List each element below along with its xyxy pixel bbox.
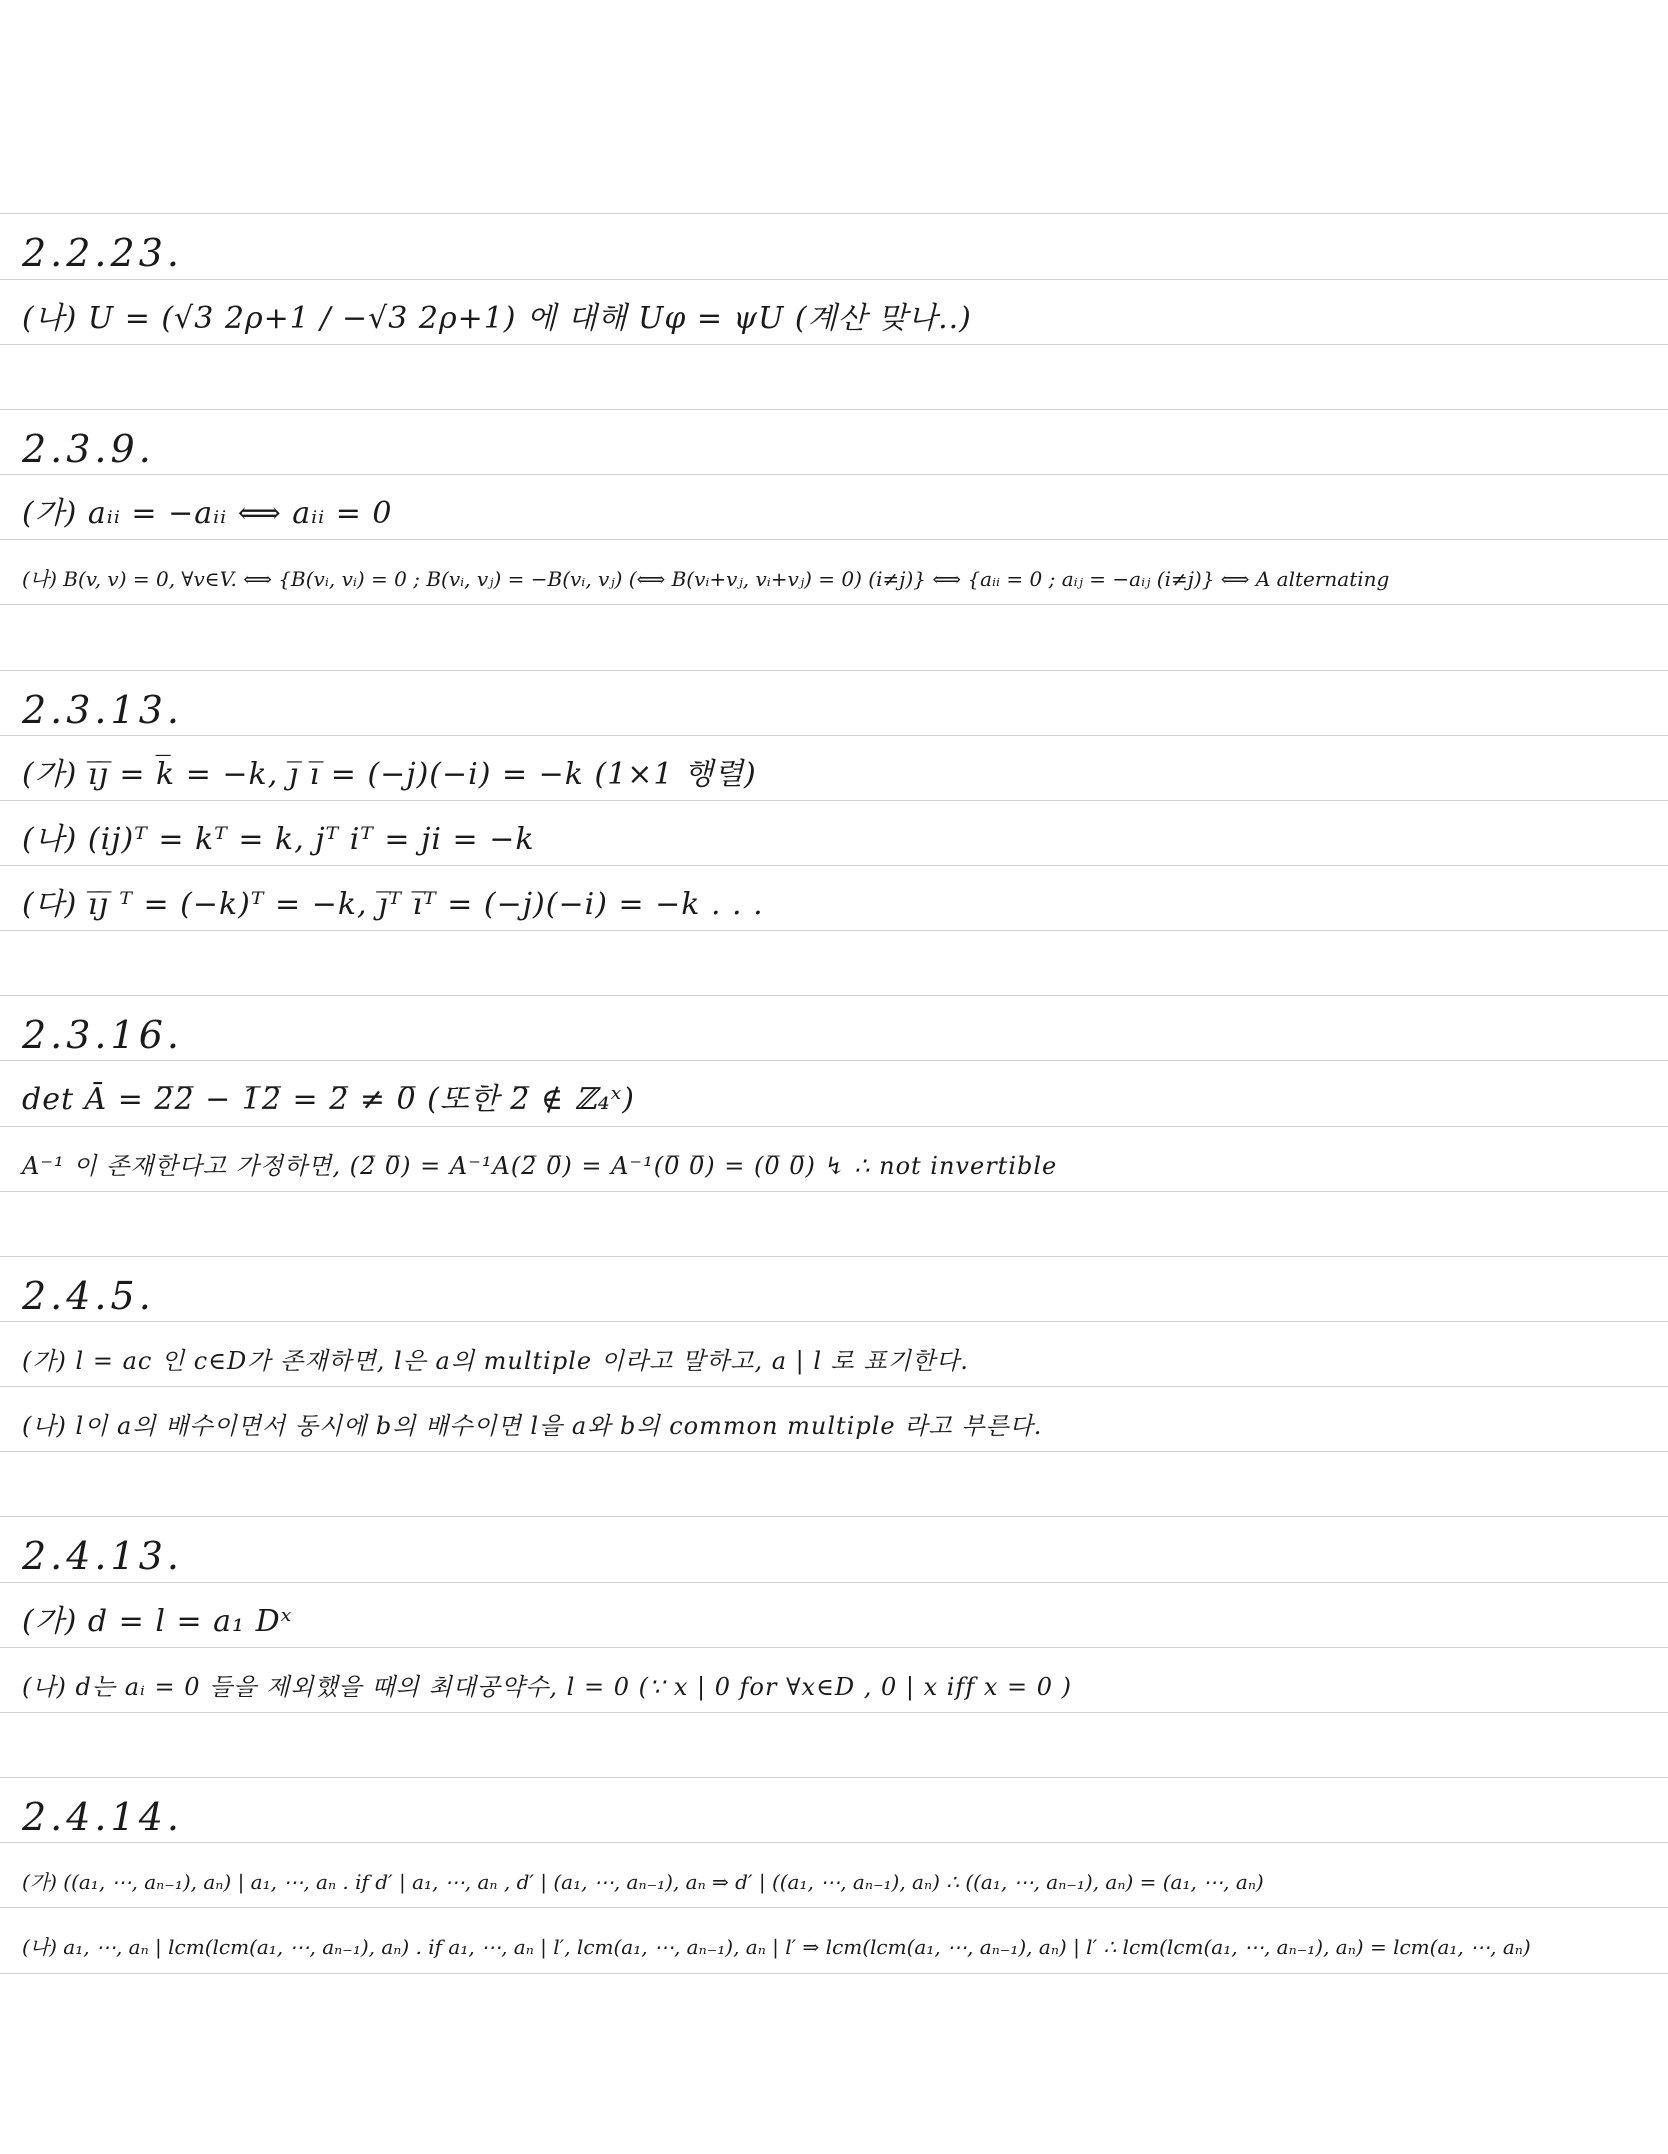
- note-line: (나) d는 aᵢ = 0 들을 제외했을 때의 최대공약수, l = 0 (∵ x | 0 for ∀x∈D , 0 | x iff x = 0 ): [22, 1673, 1072, 1701]
- rule-line: [0, 1777, 1668, 1778]
- section-number: 2.4.13.: [22, 1534, 183, 1578]
- note-line: (가) i̅j̅ = k̅ = −k, j̅ i̅ = (−j)(−i) = −k (1×1 행렬): [22, 757, 757, 792]
- note-line: (가) aᵢᵢ = −aᵢᵢ ⟺ aᵢᵢ = 0: [22, 496, 393, 531]
- note-line: (가) l = ac 인 c∈D가 존재하면, l은 a의 multiple 이라고 말하고, a | l 로 표기한다.: [22, 1347, 969, 1375]
- section-number: 2.2.23.: [22, 231, 183, 275]
- section-number: 2.4.5.: [22, 1274, 155, 1318]
- rule-line: [0, 1256, 1668, 1257]
- rule-line: [0, 1516, 1668, 1517]
- note-line: (나) U = (√3 2ρ+1 / −√3 2ρ+1) 에 대해 Uφ = ψU (계산 맞나..): [22, 301, 972, 336]
- note-line: det Ā = 2̅2̅ − 1̅2̅ = 2̅ ≠ 0̅ (또한 2̅ ∉ ℤ₄ˣ): [22, 1082, 635, 1117]
- note-line: (나) B(v, v) = 0, ∀v∈V. ⟺ {B(vᵢ, vᵢ) = 0 ; B(vᵢ, vⱼ) = −B(vᵢ, vⱼ) (⟺ B(vᵢ+vⱼ, vᵢ+vⱼ) = 0) (i≠j)} ⟺ {aᵢᵢ = 0 ; aᵢⱼ = −aᵢⱼ (i≠j)} ⟺ A alternating: [22, 567, 1390, 591]
- note-line: A⁻¹ 이 존재한다고 가정하면, (2̅ 0̅) = A⁻¹A(2̅ 0̅) = A⁻¹(0̅ 0̅) = (0̅ 0̅) ↯ ∴ not invertible: [22, 1152, 1058, 1180]
- section-number: 2.3.13.: [22, 688, 183, 732]
- rule-line: [0, 409, 1668, 410]
- section-number: 2.3.16.: [22, 1013, 183, 1057]
- note-line: (가) ((a₁, ⋯, aₙ₋₁), aₙ) | a₁, ⋯, aₙ . if d′ | a₁, ⋯, aₙ , d′ | (a₁, ⋯, aₙ₋₁), aₙ ⇒ d′ | ((a₁, ⋯, aₙ₋₁), aₙ) ∴ ((a₁, ⋯, aₙ₋₁), aₙ) = (a₁, ⋯, aₙ): [22, 1870, 1264, 1894]
- rule-line: [0, 995, 1668, 996]
- note-line: (나) l이 a의 배수이면서 동시에 b의 배수이면 l을 a와 b의 common multiple 라고 부른다.: [22, 1412, 1043, 1440]
- section-number: 2.4.14.: [22, 1795, 183, 1839]
- rule-line: [0, 670, 1668, 671]
- rule-line: [0, 213, 1668, 214]
- note-line: (가) d = l = a₁ Dˣ: [22, 1604, 293, 1639]
- note-line: (나) a₁, ⋯, aₙ | lcm(lcm(a₁, ⋯, aₙ₋₁), aₙ) . if a₁, ⋯, aₙ | l′, lcm(a₁, ⋯, aₙ₋₁), aₙ | l′ ⇒ lcm(lcm(a₁, ⋯, aₙ₋₁), aₙ) | l′ ∴ lcm(lcm(a₁, ⋯, aₙ₋₁), aₙ) = lcm(a₁, ⋯, aₙ): [22, 1935, 1531, 1959]
- section-number: 2.3.9.: [22, 427, 155, 471]
- note-line: (다) i̅j̅ ᵀ = (−k)ᵀ = −k, j̅ᵀ i̅ᵀ = (−j)(−i) = −k . . .: [22, 887, 764, 922]
- note-line: (나) (ij)ᵀ = kᵀ = k, jᵀ iᵀ = ji = −k: [22, 822, 535, 857]
